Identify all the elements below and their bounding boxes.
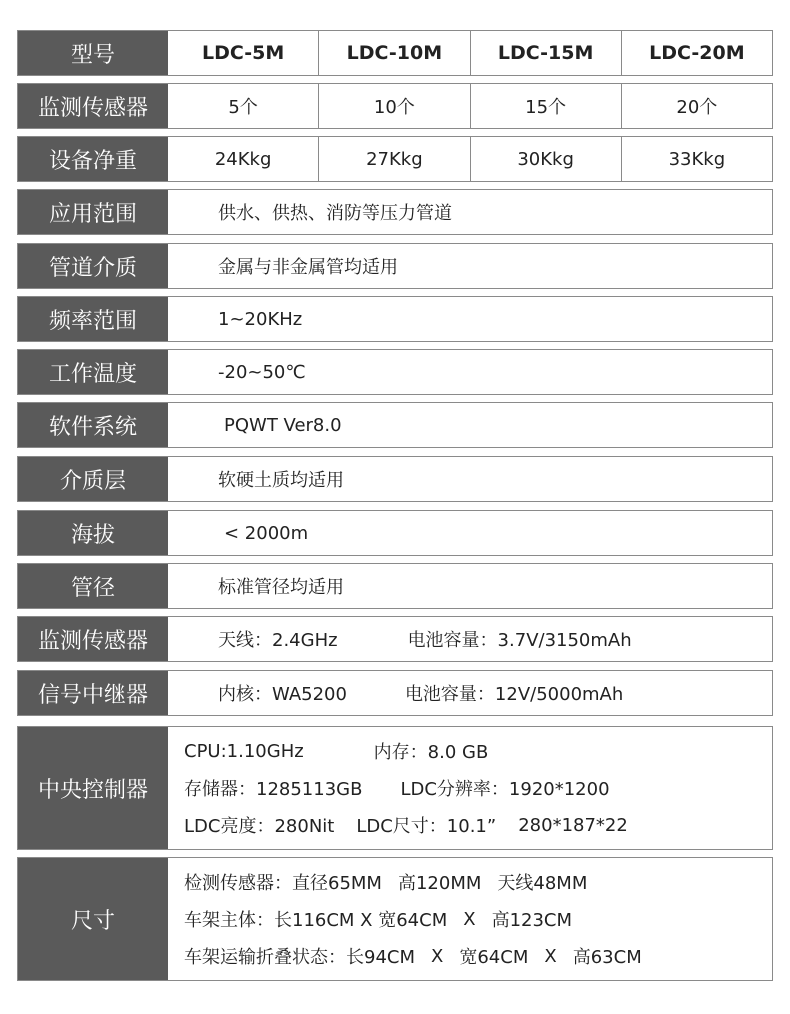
- value-cell: 24Kkg: [214, 148, 272, 170]
- value-cell: [168, 671, 772, 715]
- value-cell: 5个: [228, 97, 258, 118]
- brightness-text: LDC亮度：280Nit: [184, 816, 335, 837]
- row-label: 海拔: [18, 511, 168, 555]
- table-row-controller: [17, 726, 773, 850]
- cpu-text: CPU:1.10GHz: [184, 740, 304, 762]
- value-cell: < 2000m: [224, 522, 309, 544]
- sensor-size-text: 检测传感器：直径65MM: [184, 873, 382, 894]
- value-cell: 27Kkg: [318, 137, 469, 181]
- row-label: 应用范围: [18, 190, 168, 234]
- value-cell: 金属与非金属管均适用: [218, 257, 398, 278]
- times-text: X: [431, 945, 444, 967]
- folded-height-text: 高63CM: [572, 947, 642, 968]
- table-row-medium-layer: [17, 456, 773, 502]
- battery-text: 电池容量：3.7V/3150mAh: [407, 630, 632, 651]
- value-cell: 1~20KHz: [218, 308, 303, 330]
- resolution-text: LDC分辨率：1920*1200: [400, 779, 610, 800]
- battery-text: 电池容量：12V/5000mAh: [404, 684, 624, 705]
- model-cell: LDC-20M: [621, 31, 772, 75]
- table-row-software: [17, 402, 773, 448]
- row-label: 频率范围: [18, 297, 168, 341]
- model-cell: LDC-10M: [318, 31, 469, 75]
- frame-height-text: 高123CM: [491, 910, 573, 931]
- row-label: 工作温度: [18, 350, 168, 394]
- frame-body-text: 车架主体：长116CM X 宽64CM: [184, 910, 448, 931]
- core-text: 内核：WA5200: [218, 684, 347, 705]
- storage-text: 存储器：1285113GB: [184, 779, 363, 800]
- value-cell: 30Kkg: [470, 137, 621, 181]
- row-label: 设备净重: [18, 137, 168, 181]
- value-cell: [168, 858, 772, 980]
- row-label: 监测传感器: [18, 84, 168, 128]
- value-cell: -20~50℃: [218, 361, 306, 383]
- table-row-pipe-diameter: [17, 563, 773, 609]
- row-label: 管道介质: [18, 244, 168, 288]
- table-row-altitude: [17, 510, 773, 556]
- table-row-monitor-sensor: [17, 616, 773, 662]
- value-cell: [168, 617, 772, 661]
- table-row-frequency: [17, 296, 773, 342]
- table-row-sensor-count: [17, 83, 773, 129]
- table-row-size: [17, 857, 773, 981]
- screen-size-text: LDC尺寸：10.1”: [356, 816, 497, 837]
- sensor-height-text: 高120MM: [397, 873, 482, 894]
- dimensions-text: 280*187*22: [518, 814, 628, 836]
- row-label: 尺寸: [18, 858, 168, 980]
- model-cell: LDC-5M: [201, 42, 285, 64]
- row-label: 信号中继器: [18, 671, 168, 715]
- row-label: 软件系统: [18, 403, 168, 447]
- value-cell: PQWT Ver8.0: [224, 414, 342, 436]
- row-label: 中央控制器: [18, 727, 168, 849]
- value-cell: 标准管径均适用: [218, 577, 344, 598]
- table-row-model: [17, 30, 773, 76]
- value-cell: 供水、供热、消防等压力管道: [218, 203, 452, 224]
- row-label: 型号: [18, 31, 168, 75]
- value-cell: 10个: [318, 84, 469, 128]
- model-cell: LDC-15M: [470, 31, 621, 75]
- value-cell: 软硬土质均适用: [218, 470, 344, 491]
- times-text: X: [463, 908, 476, 930]
- times-text: X: [544, 945, 557, 967]
- table-row-temperature: [17, 349, 773, 395]
- row-label: 介质层: [18, 457, 168, 501]
- table-row-net-weight: [17, 136, 773, 182]
- folded-width-text: 宽64CM: [459, 947, 529, 968]
- row-label: 管径: [18, 564, 168, 608]
- value-cell: 33Kkg: [621, 137, 772, 181]
- table-row-repeater: [17, 670, 773, 716]
- frame-folded-text: 车架运输折叠状态：长94CM: [184, 947, 416, 968]
- sensor-antenna-text: 天线48MM: [497, 873, 588, 894]
- value-cell: 20个: [621, 84, 772, 128]
- table-row-pipe-medium: [17, 243, 773, 289]
- memory-text: 内存：8.0 GB: [373, 742, 489, 763]
- value-cell: 15个: [470, 84, 621, 128]
- value-cell: [168, 727, 772, 849]
- row-label: 监测传感器: [18, 617, 168, 661]
- antenna-text: 天线：2.4GHz: [218, 630, 338, 651]
- table-row-application: [17, 189, 773, 235]
